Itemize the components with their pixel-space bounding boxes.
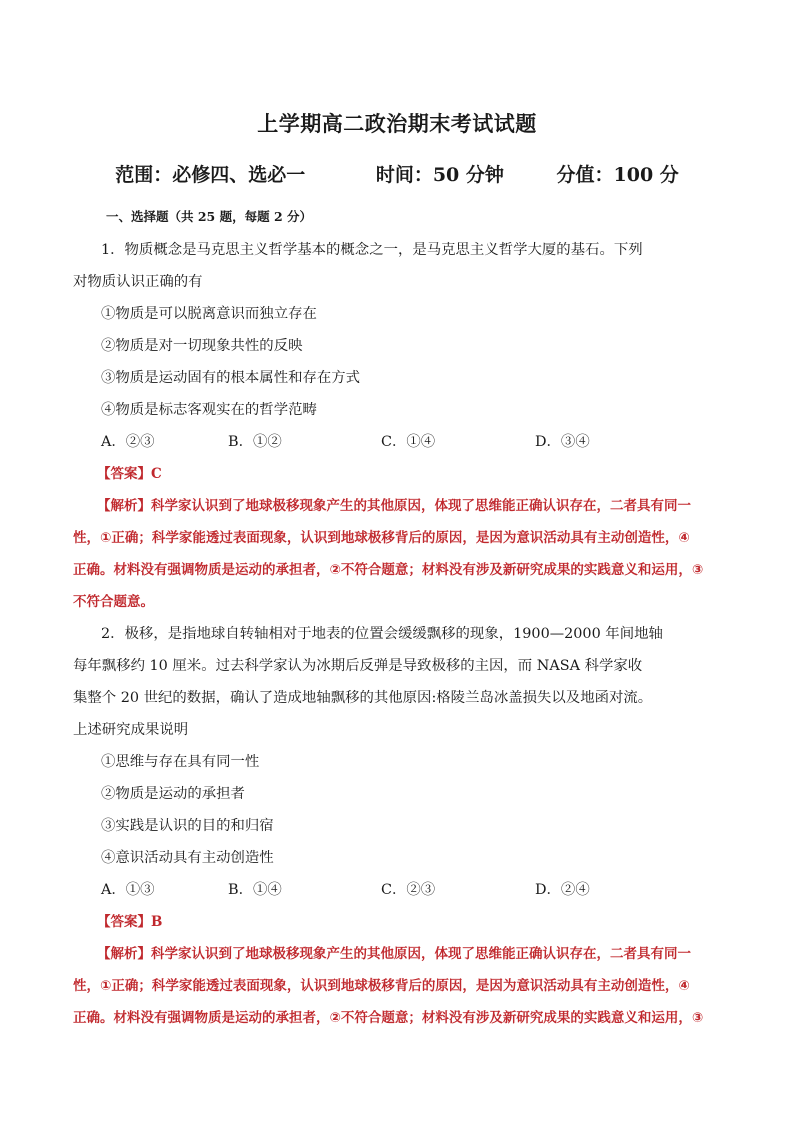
question-1-item: ①物质是可以脱离意识而独立存在 <box>101 306 317 322</box>
question-2-stem-line: 每年飘移约 10 厘米。过去科学家认为冰期后反弹是导致极移的主因，而 NASA 科学家收 <box>73 658 643 674</box>
page-title: 上学期高二政治期末考试试题 <box>257 111 537 136</box>
question-2-analysis-line: 正确。材料没有强调物质是运动的承担者，②不符合题意；材料没有涉及新研究成果的实践意义和运用，③ <box>73 1010 704 1026</box>
question-1-item: ②物质是对一切现象共性的反映 <box>101 338 303 354</box>
question-2-stem-line: 集整个 20 世纪的数据，确认了造成地轴飘移的其他原因:格陵兰岛冰盖损失以及地函对流。 <box>73 690 653 706</box>
question-1-options <box>73 426 725 458</box>
question-list <box>73 234 725 1034</box>
section-heading: 一、选择题（共 25 题，每题 2 分） <box>106 209 313 224</box>
question-2-stem-line: 2．极移，是指地球自转轴相对于地表的位置会缓缓飘移的现象，1900—2000 年间地轴 <box>101 626 663 642</box>
question-2-item: ③实践是认识的目的和归宿 <box>101 818 274 834</box>
option-b: B．①④ <box>228 882 282 898</box>
question-1-item: ④物质是标志客观实在的哲学范畴 <box>101 402 317 418</box>
question-2-answer: 【答案】B <box>97 914 163 930</box>
question-1-analysis-line: 性，①正确；科学家能透过表面现象，认识到地球极移背后的原因，是因为意识活动具有主动创造性，④ <box>73 530 690 546</box>
question-2-analysis-line: 【解析】科学家认识到了地球极移现象产生的其他原因，体现了思维能正确认识存在，二者具有同一 <box>97 946 691 962</box>
question-1-analysis-line: 正确。材料没有强调物质是运动的承担者，②不符合题意；材料没有涉及新研究成果的实践意义和运用，③ <box>73 562 704 578</box>
question-1-stem-line: 对物质认识正确的有 <box>73 274 203 290</box>
question-1-item: ③物质是运动固有的根本属性和存在方式 <box>101 370 361 386</box>
exam-time: 时间：50 分钟 <box>375 164 504 186</box>
exam-score: 分值：100 分 <box>556 164 679 186</box>
option-a: A．②③ <box>101 434 155 450</box>
option-c: C．①④ <box>381 434 436 450</box>
question-1-stem-line: 1．物质概念是马克思主义哲学基本的概念之一，是马克思主义哲学大厦的基石。下列 <box>101 242 643 258</box>
option-d: D．③④ <box>535 434 590 450</box>
question-2-options <box>73 874 725 906</box>
question-2-stem-line: 上述研究成果说明 <box>73 722 189 738</box>
question-1-answer: 【答案】C <box>97 466 162 482</box>
question-2-item: ②物质是运动的承担者 <box>101 786 245 802</box>
option-d: D．②④ <box>535 882 590 898</box>
option-b: B．①② <box>228 434 282 450</box>
question-1-analysis-line: 【解析】科学家认识到了地球极移现象产生的其他原因，体现了思维能正确认识存在，二者具有同一 <box>97 498 691 514</box>
question-1-analysis-line: 不符合题意。 <box>73 594 154 610</box>
question-2-item: ④意识活动具有主动创造性 <box>101 850 274 866</box>
exam-info <box>0 160 794 187</box>
question-2-item: ①思维与存在具有同一性 <box>101 754 260 770</box>
option-c: C．②③ <box>381 882 436 898</box>
question-2-analysis-line: 性，①正确；科学家能透过表面现象，认识到地球极移背后的原因，是因为意识活动具有主动创造性，④ <box>73 978 690 994</box>
exam-range: 范围：必修四、选必一 <box>115 164 306 186</box>
option-a: A．①③ <box>101 882 155 898</box>
